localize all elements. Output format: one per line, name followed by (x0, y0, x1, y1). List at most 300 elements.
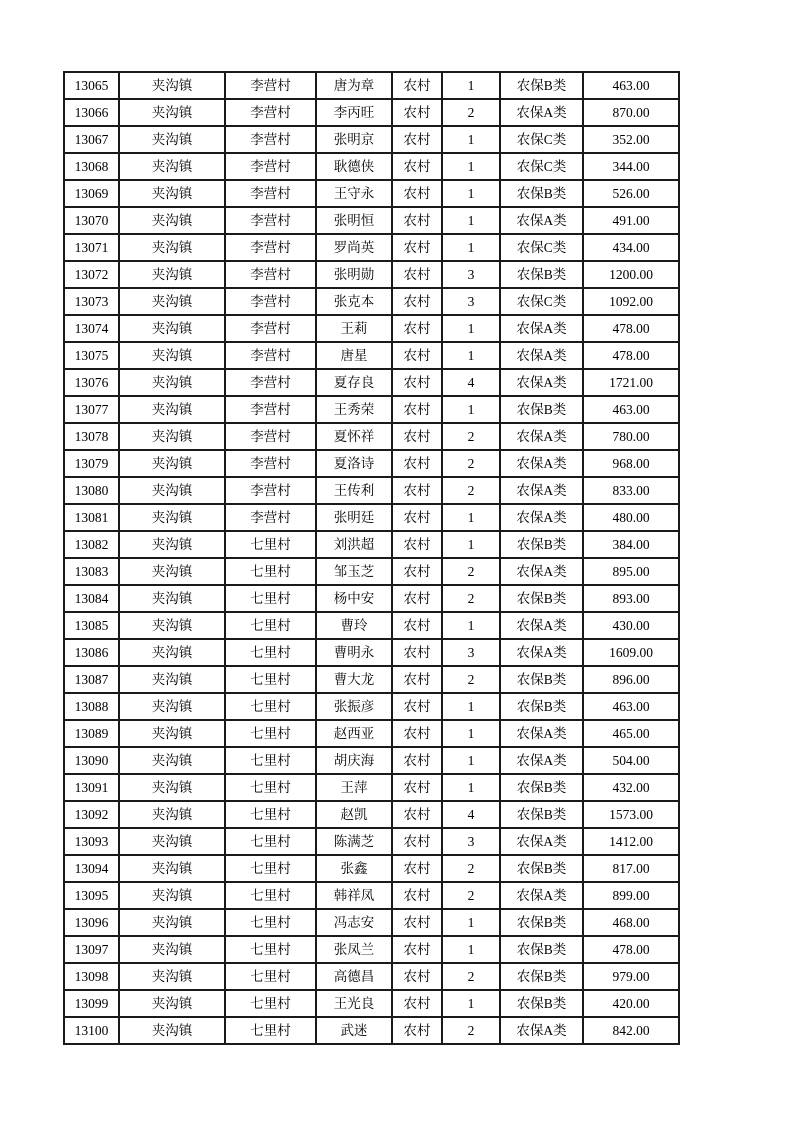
cell-insurance-class: 农保A类 (500, 477, 583, 504)
cell-area-type: 农村 (392, 423, 442, 450)
table-row (64, 504, 679, 531)
cell-village: 七里村 (225, 747, 316, 774)
cell-area-type: 农村 (392, 315, 442, 342)
cell-village: 七里村 (225, 693, 316, 720)
cell-town: 夹沟镇 (119, 990, 225, 1017)
cell-town: 夹沟镇 (119, 801, 225, 828)
cell-amount: 463.00 (583, 396, 679, 423)
cell-record-id: 13073 (64, 288, 119, 315)
cell-person-count: 1 (442, 990, 500, 1017)
cell-person-name: 李丙旺 (316, 99, 392, 126)
cell-person-name: 唐为章 (316, 72, 392, 99)
cell-amount: 817.00 (583, 855, 679, 882)
cell-amount: 352.00 (583, 126, 679, 153)
cell-record-id: 13071 (64, 234, 119, 261)
cell-insurance-class: 农保A类 (500, 504, 583, 531)
cell-area-type: 农村 (392, 261, 442, 288)
cell-area-type: 农村 (392, 207, 442, 234)
cell-village: 李营村 (225, 315, 316, 342)
table-row (64, 180, 679, 207)
cell-area-type: 农村 (392, 180, 442, 207)
cell-town: 夹沟镇 (119, 477, 225, 504)
cell-town: 夹沟镇 (119, 855, 225, 882)
table-row (64, 450, 679, 477)
cell-town: 夹沟镇 (119, 639, 225, 666)
cell-insurance-class: 农保A类 (500, 315, 583, 342)
table-row (64, 882, 679, 909)
cell-insurance-class: 农保C类 (500, 126, 583, 153)
cell-record-id: 13076 (64, 369, 119, 396)
cell-village: 七里村 (225, 990, 316, 1017)
cell-village: 七里村 (225, 828, 316, 855)
table-row (64, 612, 679, 639)
cell-insurance-class: 农保C类 (500, 234, 583, 261)
cell-insurance-class: 农保A类 (500, 882, 583, 909)
cell-person-name: 武迷 (316, 1017, 392, 1044)
cell-person-name: 张明恒 (316, 207, 392, 234)
cell-amount: 465.00 (583, 720, 679, 747)
cell-village: 李营村 (225, 288, 316, 315)
cell-insurance-class: 农保A类 (500, 747, 583, 774)
cell-person-name: 邹玉芝 (316, 558, 392, 585)
cell-person-name: 张克本 (316, 288, 392, 315)
cell-insurance-class: 农保A类 (500, 558, 583, 585)
cell-village: 李营村 (225, 261, 316, 288)
cell-record-id: 13095 (64, 882, 119, 909)
cell-record-id: 13072 (64, 261, 119, 288)
cell-person-name: 张凤兰 (316, 936, 392, 963)
table-row (64, 963, 679, 990)
cell-insurance-class: 农保B类 (500, 585, 583, 612)
cell-person-count: 3 (442, 261, 500, 288)
cell-insurance-class: 农保A类 (500, 423, 583, 450)
cell-record-id: 13075 (64, 342, 119, 369)
cell-town: 夹沟镇 (119, 693, 225, 720)
cell-record-id: 13067 (64, 126, 119, 153)
cell-record-id: 13100 (64, 1017, 119, 1044)
cell-insurance-class: 农保A类 (500, 99, 583, 126)
cell-amount: 870.00 (583, 99, 679, 126)
cell-area-type: 农村 (392, 126, 442, 153)
cell-village: 李营村 (225, 342, 316, 369)
cell-village: 李营村 (225, 450, 316, 477)
cell-person-name: 张明廷 (316, 504, 392, 531)
cell-amount: 504.00 (583, 747, 679, 774)
cell-town: 夹沟镇 (119, 72, 225, 99)
cell-person-name: 王秀荣 (316, 396, 392, 423)
cell-person-count: 1 (442, 774, 500, 801)
cell-village: 七里村 (225, 531, 316, 558)
cell-record-id: 13091 (64, 774, 119, 801)
cell-area-type: 农村 (392, 450, 442, 477)
cell-area-type: 农村 (392, 153, 442, 180)
table-row (64, 423, 679, 450)
cell-town: 夹沟镇 (119, 828, 225, 855)
cell-area-type: 农村 (392, 477, 442, 504)
cell-person-count: 2 (442, 585, 500, 612)
table-row (64, 234, 679, 261)
cell-amount: 1200.00 (583, 261, 679, 288)
cell-insurance-class: 农保B类 (500, 990, 583, 1017)
cell-village: 七里村 (225, 639, 316, 666)
cell-village: 七里村 (225, 612, 316, 639)
cell-insurance-class: 农保A类 (500, 207, 583, 234)
table-row (64, 909, 679, 936)
cell-insurance-class: 农保B类 (500, 180, 583, 207)
cell-village: 李营村 (225, 207, 316, 234)
cell-amount: 463.00 (583, 72, 679, 99)
cell-person-count: 1 (442, 504, 500, 531)
cell-person-count: 2 (442, 855, 500, 882)
cell-amount: 480.00 (583, 504, 679, 531)
cell-town: 夹沟镇 (119, 747, 225, 774)
cell-record-id: 13094 (64, 855, 119, 882)
cell-person-name: 张明勋 (316, 261, 392, 288)
cell-person-name: 赵西亚 (316, 720, 392, 747)
cell-person-count: 3 (442, 639, 500, 666)
cell-insurance-class: 农保C类 (500, 153, 583, 180)
cell-insurance-class: 农保A类 (500, 369, 583, 396)
cell-town: 夹沟镇 (119, 126, 225, 153)
cell-insurance-class: 农保B类 (500, 801, 583, 828)
cell-person-count: 1 (442, 72, 500, 99)
cell-record-id: 13090 (64, 747, 119, 774)
cell-person-name: 胡庆海 (316, 747, 392, 774)
table-row (64, 396, 679, 423)
cell-village: 七里村 (225, 666, 316, 693)
cell-person-count: 3 (442, 288, 500, 315)
cell-amount: 434.00 (583, 234, 679, 261)
cell-area-type: 农村 (392, 558, 442, 585)
cell-person-count: 1 (442, 531, 500, 558)
table-row (64, 288, 679, 315)
cell-village: 李营村 (225, 369, 316, 396)
cell-person-name: 罗尚英 (316, 234, 392, 261)
cell-insurance-class: 农保B类 (500, 693, 583, 720)
cell-record-id: 13085 (64, 612, 119, 639)
cell-record-id: 13083 (64, 558, 119, 585)
cell-area-type: 农村 (392, 720, 442, 747)
table-row (64, 720, 679, 747)
cell-village: 七里村 (225, 774, 316, 801)
cell-insurance-class: 农保A类 (500, 612, 583, 639)
cell-amount: 384.00 (583, 531, 679, 558)
cell-person-name: 陈满芝 (316, 828, 392, 855)
cell-amount: 833.00 (583, 477, 679, 504)
cell-insurance-class: 农保A类 (500, 639, 583, 666)
cell-village: 李营村 (225, 180, 316, 207)
cell-town: 夹沟镇 (119, 963, 225, 990)
cell-person-count: 1 (442, 693, 500, 720)
cell-town: 夹沟镇 (119, 909, 225, 936)
cell-person-count: 2 (442, 450, 500, 477)
cell-record-id: 13074 (64, 315, 119, 342)
cell-record-id: 13086 (64, 639, 119, 666)
table-row (64, 369, 679, 396)
cell-person-count: 1 (442, 180, 500, 207)
cell-town: 夹沟镇 (119, 180, 225, 207)
table-row (64, 801, 679, 828)
cell-person-name: 夏怀祥 (316, 423, 392, 450)
cell-town: 夹沟镇 (119, 936, 225, 963)
cell-insurance-class: 农保B类 (500, 855, 583, 882)
cell-person-name: 冯志安 (316, 909, 392, 936)
table-row (64, 126, 679, 153)
cell-record-id: 13081 (64, 504, 119, 531)
cell-area-type: 农村 (392, 774, 442, 801)
cell-amount: 344.00 (583, 153, 679, 180)
cell-person-count: 1 (442, 126, 500, 153)
cell-amount: 420.00 (583, 990, 679, 1017)
table-row (64, 774, 679, 801)
cell-person-count: 3 (442, 828, 500, 855)
cell-insurance-class: 农保C类 (500, 288, 583, 315)
cell-person-name: 杨中安 (316, 585, 392, 612)
cell-village: 七里村 (225, 855, 316, 882)
table-row (64, 207, 679, 234)
cell-village: 七里村 (225, 720, 316, 747)
table-row (64, 477, 679, 504)
cell-person-count: 2 (442, 1017, 500, 1044)
cell-person-name: 曹玲 (316, 612, 392, 639)
table-row (64, 1017, 679, 1044)
cell-area-type: 农村 (392, 936, 442, 963)
cell-amount: 842.00 (583, 1017, 679, 1044)
cell-town: 夹沟镇 (119, 342, 225, 369)
cell-insurance-class: 农保A类 (500, 1017, 583, 1044)
cell-record-id: 13099 (64, 990, 119, 1017)
table-row (64, 99, 679, 126)
cell-village: 七里村 (225, 801, 316, 828)
cell-town: 夹沟镇 (119, 585, 225, 612)
cell-person-count: 1 (442, 720, 500, 747)
cell-town: 夹沟镇 (119, 720, 225, 747)
cell-insurance-class: 农保A类 (500, 720, 583, 747)
cell-insurance-class: 农保A类 (500, 450, 583, 477)
table-row (64, 261, 679, 288)
cell-person-name: 刘洪超 (316, 531, 392, 558)
cell-area-type: 农村 (392, 882, 442, 909)
cell-area-type: 农村 (392, 369, 442, 396)
cell-area-type: 农村 (392, 801, 442, 828)
cell-person-count: 2 (442, 963, 500, 990)
table-row (64, 315, 679, 342)
cell-town: 夹沟镇 (119, 774, 225, 801)
cell-record-id: 13082 (64, 531, 119, 558)
cell-amount: 1573.00 (583, 801, 679, 828)
cell-person-name: 夏洛诗 (316, 450, 392, 477)
cell-record-id: 13077 (64, 396, 119, 423)
cell-area-type: 农村 (392, 234, 442, 261)
cell-person-count: 1 (442, 747, 500, 774)
cell-town: 夹沟镇 (119, 666, 225, 693)
cell-amount: 1721.00 (583, 369, 679, 396)
cell-person-name: 耿德侠 (316, 153, 392, 180)
cell-town: 夹沟镇 (119, 558, 225, 585)
table-row (64, 855, 679, 882)
table-row (64, 693, 679, 720)
cell-record-id: 13070 (64, 207, 119, 234)
cell-village: 七里村 (225, 963, 316, 990)
cell-amount: 968.00 (583, 450, 679, 477)
cell-record-id: 13079 (64, 450, 119, 477)
cell-area-type: 农村 (392, 585, 442, 612)
cell-village: 七里村 (225, 936, 316, 963)
cell-person-name: 王萍 (316, 774, 392, 801)
cell-town: 夹沟镇 (119, 261, 225, 288)
cell-town: 夹沟镇 (119, 612, 225, 639)
cell-insurance-class: 农保B类 (500, 666, 583, 693)
cell-amount: 899.00 (583, 882, 679, 909)
cell-village: 李营村 (225, 423, 316, 450)
cell-record-id: 13065 (64, 72, 119, 99)
cell-amount: 1412.00 (583, 828, 679, 855)
cell-amount: 979.00 (583, 963, 679, 990)
cell-village: 七里村 (225, 909, 316, 936)
cell-insurance-class: 农保A类 (500, 342, 583, 369)
cell-town: 夹沟镇 (119, 450, 225, 477)
cell-area-type: 农村 (392, 693, 442, 720)
cell-person-count: 2 (442, 882, 500, 909)
cell-area-type: 农村 (392, 531, 442, 558)
cell-insurance-class: 农保B类 (500, 936, 583, 963)
cell-area-type: 农村 (392, 342, 442, 369)
cell-town: 夹沟镇 (119, 1017, 225, 1044)
cell-area-type: 农村 (392, 666, 442, 693)
cell-amount: 780.00 (583, 423, 679, 450)
cell-village: 李营村 (225, 99, 316, 126)
cell-person-count: 2 (442, 666, 500, 693)
cell-amount: 478.00 (583, 936, 679, 963)
cell-person-count: 2 (442, 477, 500, 504)
cell-person-count: 2 (442, 423, 500, 450)
cell-record-id: 13093 (64, 828, 119, 855)
cell-person-count: 2 (442, 558, 500, 585)
cell-person-count: 4 (442, 801, 500, 828)
cell-area-type: 农村 (392, 747, 442, 774)
cell-person-count: 1 (442, 909, 500, 936)
cell-person-name: 张振彦 (316, 693, 392, 720)
cell-person-name: 王守永 (316, 180, 392, 207)
cell-area-type: 农村 (392, 612, 442, 639)
table-row (64, 747, 679, 774)
cell-person-count: 1 (442, 342, 500, 369)
cell-area-type: 农村 (392, 396, 442, 423)
cell-area-type: 农村 (392, 504, 442, 531)
cell-village: 七里村 (225, 882, 316, 909)
cell-amount: 1092.00 (583, 288, 679, 315)
cell-insurance-class: 农保B类 (500, 72, 583, 99)
cell-record-id: 13097 (64, 936, 119, 963)
cell-insurance-class: 农保B类 (500, 774, 583, 801)
cell-amount: 491.00 (583, 207, 679, 234)
cell-record-id: 13098 (64, 963, 119, 990)
cell-record-id: 13078 (64, 423, 119, 450)
cell-record-id: 13084 (64, 585, 119, 612)
cell-town: 夹沟镇 (119, 99, 225, 126)
cell-town: 夹沟镇 (119, 234, 225, 261)
cell-person-name: 张鑫 (316, 855, 392, 882)
cell-area-type: 农村 (392, 909, 442, 936)
table-row (64, 936, 679, 963)
cell-record-id: 13080 (64, 477, 119, 504)
table-row (64, 828, 679, 855)
cell-record-id: 13068 (64, 153, 119, 180)
cell-person-count: 1 (442, 612, 500, 639)
cell-record-id: 13088 (64, 693, 119, 720)
cell-amount: 478.00 (583, 315, 679, 342)
cell-amount: 896.00 (583, 666, 679, 693)
table-row (64, 666, 679, 693)
cell-amount: 432.00 (583, 774, 679, 801)
cell-village: 李营村 (225, 477, 316, 504)
cell-town: 夹沟镇 (119, 153, 225, 180)
table-body (64, 72, 679, 1044)
cell-town: 夹沟镇 (119, 315, 225, 342)
cell-person-name: 曹明永 (316, 639, 392, 666)
cell-person-name: 夏存良 (316, 369, 392, 396)
cell-person-name: 张明京 (316, 126, 392, 153)
cell-village: 七里村 (225, 585, 316, 612)
cell-person-name: 唐星 (316, 342, 392, 369)
cell-area-type: 农村 (392, 72, 442, 99)
cell-town: 夹沟镇 (119, 423, 225, 450)
cell-village: 李营村 (225, 504, 316, 531)
cell-person-name: 王传利 (316, 477, 392, 504)
cell-person-count: 1 (442, 234, 500, 261)
cell-person-name: 赵凯 (316, 801, 392, 828)
cell-insurance-class: 农保B类 (500, 909, 583, 936)
cell-area-type: 农村 (392, 855, 442, 882)
cell-record-id: 13092 (64, 801, 119, 828)
cell-person-count: 1 (442, 396, 500, 423)
cell-area-type: 农村 (392, 990, 442, 1017)
table-row (64, 639, 679, 666)
cell-town: 夹沟镇 (119, 531, 225, 558)
cell-amount: 430.00 (583, 612, 679, 639)
cell-village: 李营村 (225, 72, 316, 99)
cell-insurance-class: 农保A类 (500, 828, 583, 855)
cell-area-type: 农村 (392, 963, 442, 990)
table-row (64, 558, 679, 585)
table-row (64, 531, 679, 558)
insurance-roster-table (63, 71, 680, 1045)
cell-area-type: 农村 (392, 288, 442, 315)
cell-record-id: 13089 (64, 720, 119, 747)
cell-person-count: 1 (442, 153, 500, 180)
cell-town: 夹沟镇 (119, 504, 225, 531)
cell-amount: 468.00 (583, 909, 679, 936)
cell-person-count: 4 (442, 369, 500, 396)
cell-record-id: 13096 (64, 909, 119, 936)
table-row (64, 342, 679, 369)
cell-record-id: 13069 (64, 180, 119, 207)
table-row (64, 72, 679, 99)
cell-village: 李营村 (225, 234, 316, 261)
cell-village: 七里村 (225, 1017, 316, 1044)
cell-area-type: 农村 (392, 99, 442, 126)
cell-area-type: 农村 (392, 1017, 442, 1044)
cell-insurance-class: 农保B类 (500, 396, 583, 423)
cell-amount: 478.00 (583, 342, 679, 369)
cell-person-name: 王光良 (316, 990, 392, 1017)
cell-person-count: 2 (442, 99, 500, 126)
cell-town: 夹沟镇 (119, 207, 225, 234)
cell-person-name: 曹大龙 (316, 666, 392, 693)
cell-town: 夹沟镇 (119, 369, 225, 396)
cell-area-type: 农村 (392, 639, 442, 666)
cell-person-count: 1 (442, 315, 500, 342)
